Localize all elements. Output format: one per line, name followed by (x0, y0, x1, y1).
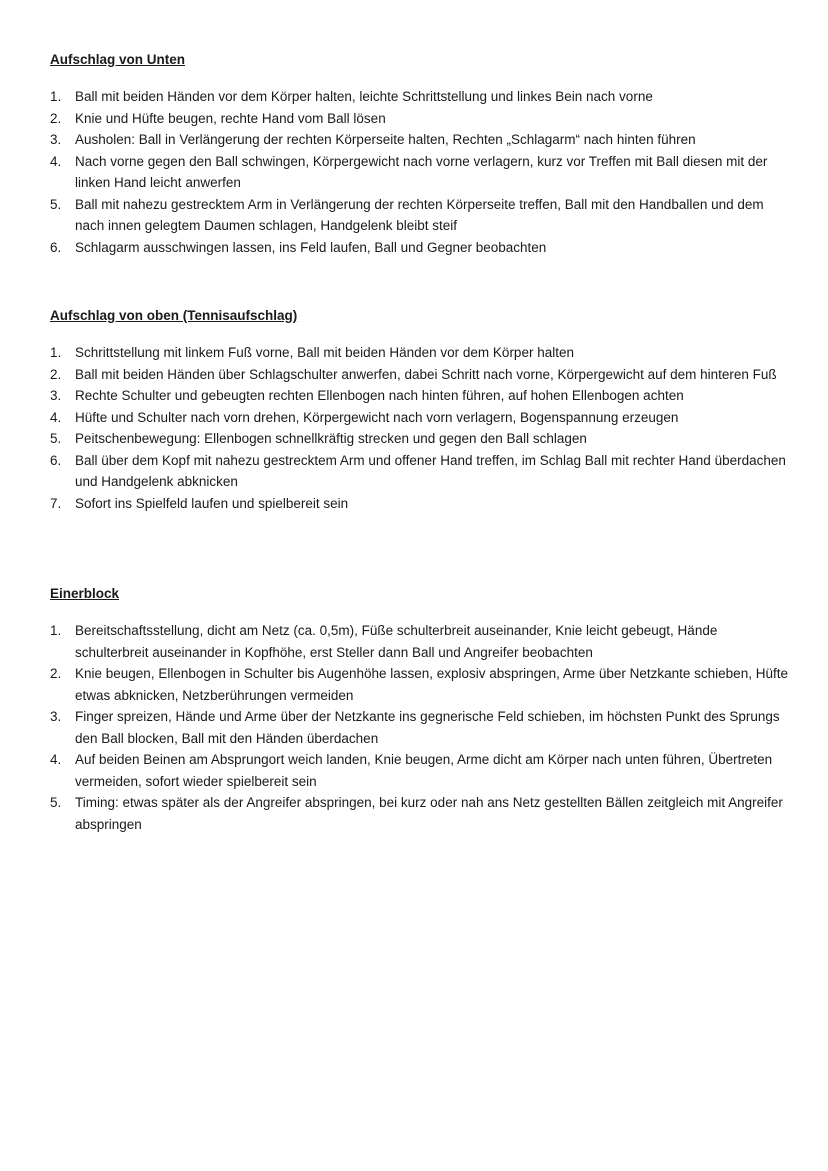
list-item (50, 620, 790, 663)
item-text: Rechte Schulter und gebeugten rechten Ellenbogen nach hinten führen, auf hohen Ellenbogen achten (75, 388, 684, 403)
section-aufschlag-von-unten (50, 51, 790, 258)
list-item (50, 706, 790, 749)
item-text: Finger spreizen, Hände und Arme über der Netzkante ins gegnerische Feld schieben, im höchsten Punkt des Sprungs den Ball blocken, Ball mit den Händen überdachen (75, 709, 780, 746)
list-item (50, 194, 790, 237)
item-text: Ausholen: Ball in Verlängerung der rechten Körperseite halten, Rechten „Schlagarm“ nach hinten führen (75, 132, 696, 147)
item-number: 4. (50, 153, 62, 169)
step-list (50, 620, 790, 835)
item-text: Schlagarm ausschwingen lassen, ins Feld laufen, Ball und Gegner beobachten (75, 239, 547, 255)
item-number: 7. (50, 495, 62, 511)
item-text: Ball über dem Kopf mit nahezu gestrecktem Arm und offener Hand treffen, im Schlag Ball mit rechter Hand überdachen und Handgelenk abknicken (75, 452, 786, 489)
section-heading: Einerblock (50, 586, 120, 601)
item-number: 5. (50, 431, 62, 446)
item-text: Ball mit nahezu gestrecktem Arm in Verlängerung der rechten Körperseite treffen, Ball mit den Handballen und dem nach innen gelegtem Daumen schlagen, Handgelenk bleibt steif (75, 196, 764, 233)
item-number: 2. (50, 666, 62, 681)
item-text: Peitschenbewegung: Ellenbogen schnellkräftig strecken und gegen den Ball schlagen (75, 431, 587, 446)
item-text: Timing: etwas später als der Angreifer abspringen, bei kurz oder nah ans Netz gestellten Bällen zeitgleich mit Angreifer abspringen (75, 795, 783, 832)
item-number: 3. (50, 709, 62, 724)
section-heading: Aufschlag von Unten (50, 52, 186, 67)
list-item (50, 151, 790, 194)
item-number: 4. (50, 752, 62, 767)
item-number: 4. (50, 409, 62, 425)
item-number: 2. (50, 110, 62, 126)
item-text: Sofort ins Spielfeld laufen und spielbereit sein (75, 495, 349, 511)
list-item (50, 407, 790, 429)
item-number: 3. (50, 132, 62, 147)
list-item (50, 364, 790, 386)
list-item (50, 108, 790, 130)
list-item (50, 129, 790, 151)
item-text: Auf beiden Beinen am Absprungort weich landen, Knie beugen, Arme dicht am Körper nach unten führen, Übertreten vermeiden, sofort wieder spielbereit sein (75, 752, 773, 789)
item-number: 1. (50, 623, 62, 638)
list-item (50, 86, 790, 108)
item-text: Schrittstellung mit linkem Fuß vorne, Ball mit beiden Händen vor dem Körper halten (75, 345, 574, 360)
item-text: Bereitschaftsstellung, dicht am Netz (ca. 0,5m), Füße schulterbreit auseinander, Knie leicht gebeugt, Hände schulterbreit auseinander in Kopfhöhe, erst Steller dann Ball und Angreifer beobachten (75, 623, 718, 660)
list-item (50, 749, 790, 792)
item-text: Knie und Hüfte beugen, rechte Hand vom Ball lösen (75, 110, 386, 126)
list-item (50, 428, 790, 450)
list-item (50, 342, 790, 364)
item-number: 6. (50, 452, 62, 468)
item-text: Hüfte und Schulter nach vorn drehen, Körpergewicht nach vorn verlagern, Bogenspannung erzeugen (75, 409, 679, 425)
list-item (50, 493, 790, 515)
item-number: 2. (50, 366, 62, 382)
item-number: 1. (50, 89, 62, 104)
item-text: Knie beugen, Ellenbogen in Schulter bis Augenhöhe lassen, explosiv abspringen, Arme über Netzkante schieben, Hüfte etwas abknicken, Netzberührungen vermeiden (75, 666, 788, 703)
list-item (50, 792, 790, 835)
step-list (50, 342, 790, 514)
section-aufschlag-von-oben (50, 307, 790, 514)
item-text: Ball mit beiden Händen über Schlagschulter anwerfen, dabei Schritt nach vorne, Körpergewicht auf dem hinteren Fuß (75, 366, 777, 382)
list-item (50, 237, 790, 259)
item-number: 6. (50, 239, 62, 255)
section-heading: Aufschlag von oben (Tennisaufschlag) (50, 308, 298, 323)
item-number: 1. (50, 345, 62, 360)
step-list (50, 86, 790, 258)
list-item (50, 663, 790, 706)
item-text: Ball mit beiden Händen vor dem Körper halten, leichte Schrittstellung und linkes Bein nach vorne (75, 89, 653, 104)
item-number: 3. (50, 388, 62, 403)
list-item (50, 385, 790, 407)
section-einerblock (50, 585, 790, 835)
item-text: Nach vorne gegen den Ball schwingen, Körpergewicht nach vorne verlagern, kurz vor Treffen mit Ball diesen mit der linken Hand leicht anwerfen (75, 153, 768, 190)
item-number: 5. (50, 196, 62, 212)
list-item (50, 450, 790, 493)
item-number: 5. (50, 795, 62, 810)
